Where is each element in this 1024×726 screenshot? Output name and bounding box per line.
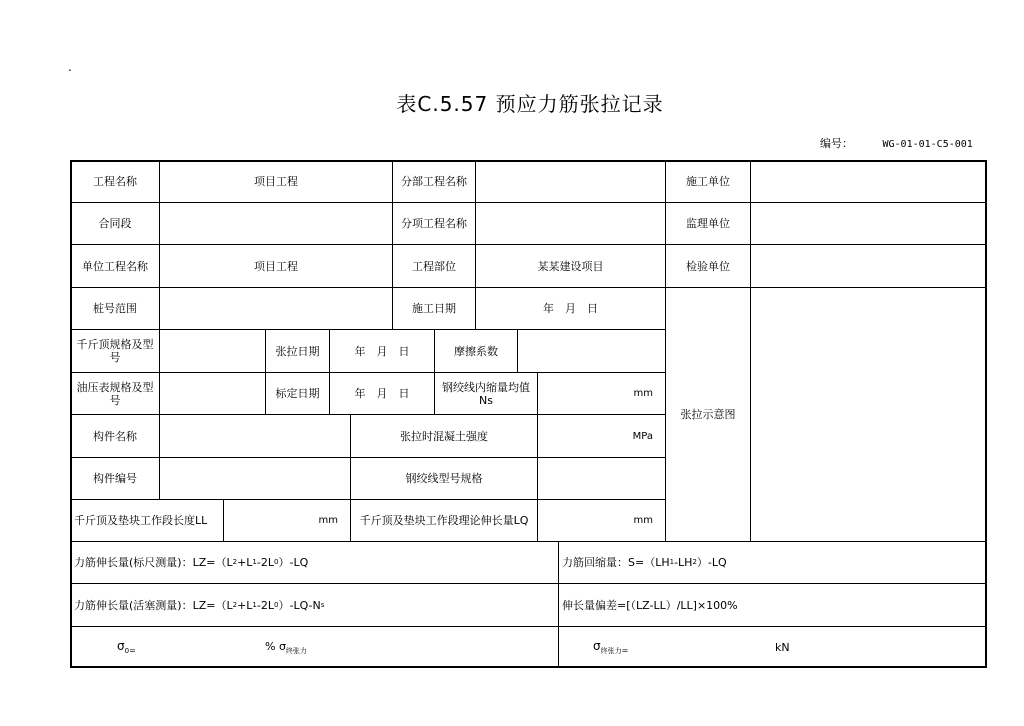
page-title: 表C.5.57 预应力筋张拉记录 (396, 92, 664, 116)
tension-diagram-label: 张拉示意图 (665, 287, 751, 542)
member-name-value[interactable] (159, 414, 351, 458)
contract-section-value[interactable] (159, 202, 393, 245)
sigma0-label: $\sigma_{0=}$ (117, 639, 136, 655)
station-range-label: 桩号范围 (70, 287, 160, 330)
gauge-spec-label: 油压表规格及型号 (70, 372, 160, 415)
inspection-unit-value[interactable] (750, 244, 987, 288)
division-name-label: 分部工程名称 (392, 160, 476, 203)
construction-date-value[interactable]: 年 月 日 (475, 287, 666, 330)
friction-label: 摩擦系数 (434, 329, 518, 373)
construction-unit-value[interactable] (750, 160, 987, 203)
subitem-name-label: 分项工程名称 (392, 202, 476, 245)
code-label: 编号： (820, 137, 853, 150)
initial-stress-cell[interactable] (70, 626, 559, 668)
inspection-unit-label: 检验单位 (665, 244, 751, 288)
strand-shrink-value[interactable]: mm (537, 372, 666, 415)
strand-model-label: 钢绞线型号规格 (350, 457, 538, 500)
jack-theory-elongation-label: 千斤顶及垫块工作段理论伸长量LQ (350, 499, 538, 542)
project-part-label: 工程部位 (392, 244, 476, 288)
jack-work-length-value[interactable]: mm (223, 499, 351, 542)
project-part-value[interactable]: 某某建设项目 (475, 244, 666, 288)
jack-theory-elongation-value[interactable]: mm (537, 499, 666, 542)
member-no-label: 构件编号 (70, 457, 160, 500)
calibration-date-label: 标定日期 (265, 372, 330, 415)
percent-sigma-label: % $\sigma_{终张力}$ (265, 640, 307, 655)
retraction-formula: 力筋回缩量：S=（LH 1 -LH 2 ）-LQ (558, 541, 987, 584)
friction-value[interactable] (517, 329, 666, 373)
jack-spec-value[interactable] (159, 329, 266, 373)
sigma-final-label: $\sigma_{终张力=}$ (593, 639, 629, 655)
tension-diagram-area[interactable] (750, 287, 987, 542)
contract-section-label: 合同段 (70, 202, 160, 245)
gauge-spec-value[interactable] (159, 372, 266, 415)
page-dot: . (68, 60, 72, 74)
jack-work-length-label: 千斤顶及垫块工作段长度LL (70, 499, 224, 542)
strand-model-value[interactable] (537, 457, 666, 500)
member-name-label: 构件名称 (70, 414, 160, 458)
unit-project-value[interactable]: 项目工程 (159, 244, 393, 288)
kn-unit: kN (775, 641, 790, 654)
project-name-label: 工程名称 (70, 160, 160, 203)
code-value: WG-01-01-C5-001 (882, 139, 973, 150)
elongation-formula-piston: 力筋伸长量(活塞测量)：LZ=（L 2 +L 1 -2L 0 ）-LQ-N s (70, 583, 559, 627)
jack-spec-label: 千斤顶规格及型号 (70, 329, 160, 373)
member-no-value[interactable] (159, 457, 351, 500)
project-name-value[interactable]: 项目工程 (159, 160, 393, 203)
final-tension-cell[interactable] (558, 626, 987, 668)
station-range-value[interactable] (159, 287, 393, 330)
calibration-date-value[interactable]: 年 月 日 (329, 372, 435, 415)
concrete-strength-label: 张拉时混凝土强度 (350, 414, 538, 458)
unit-project-label: 单位工程名称 (70, 244, 160, 288)
concrete-strength-value[interactable]: MPa (537, 414, 666, 458)
document-code (820, 135, 973, 151)
strand-shrink-label: 钢绞线内缩量均值Ns (434, 372, 538, 415)
tension-date-value[interactable]: 年 月 日 (329, 329, 435, 373)
deviation-formula: 伸长量偏差=[（LZ-LL）/LL]×100% (558, 583, 987, 627)
tension-date-label: 张拉日期 (265, 329, 330, 373)
elongation-formula-ruler: 力筋伸长量(标尺测量)：LZ=（L 2 +L 1 -2L 0 ）-LQ (70, 541, 559, 584)
construction-unit-label: 施工单位 (665, 160, 751, 203)
supervision-unit-label: 监理单位 (665, 202, 751, 245)
construction-date-label: 施工日期 (392, 287, 476, 330)
supervision-unit-value[interactable] (750, 202, 987, 245)
division-name-value[interactable] (475, 160, 666, 203)
subitem-name-value[interactable] (475, 202, 666, 245)
